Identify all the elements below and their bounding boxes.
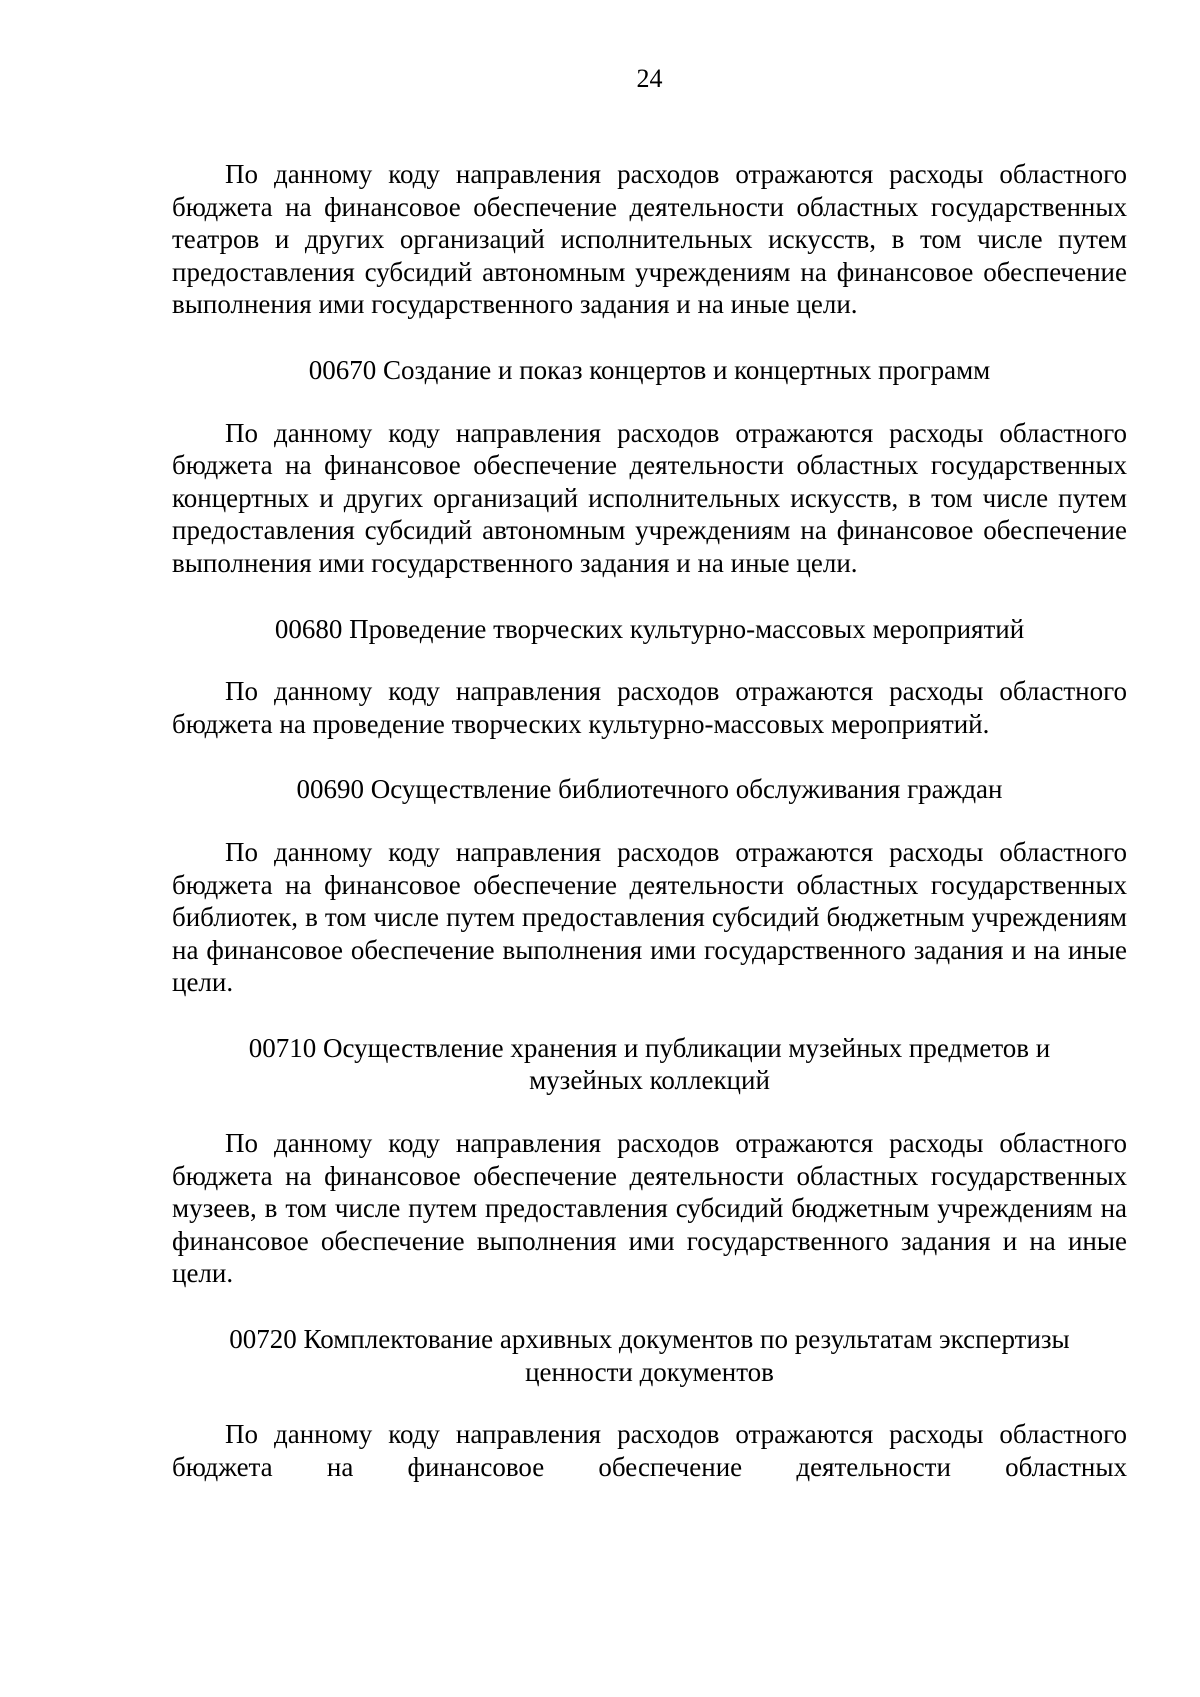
section-heading [172,354,1127,387]
section-heading [172,1032,1127,1097]
section-heading-line: 00720 Комплектование архивных документов по результатам экспертизы [229,1324,1070,1355]
section-heading-line: ценности документов [525,1356,774,1387]
page-number: 24 [636,64,663,93]
section-heading-line: 00710 Осуществление хранения и публикации музейных предметов и [248,1032,1051,1063]
section-heading-line: 00670 Создание и показ концертов и концертных программ [308,354,991,385]
section-heading [172,613,1127,646]
body-paragraph: По данному коду направления расходов отражаются расходы областного бюджета на финансовое обеспечение деятельности областных государственных музеев, в том числе путем предоставления субсидий бюджетным учреждениям на финансовое обеспечение выполнения ими государственного задания и на иные цели. [172,1128,1127,1289]
document-page [172,64,1127,1664]
body-paragraph: По данному коду направления расходов отражаются расходы областного бюджета на финансовое обеспечение деятельности областных [172,1419,1127,1482]
section-heading [172,1323,1127,1388]
section-heading [172,773,1127,806]
section-heading-line: 00680 Проведение творческих культурно-массовых мероприятий [274,613,1025,644]
body-paragraph: По данному коду направления расходов отражаются расходы областного бюджета на проведение творческих культурно-массовых мероприятий. [172,676,1127,739]
section-heading-line: музейных коллекций [529,1065,770,1096]
body-paragraph: По данному коду направления расходов отражаются расходы областного бюджета на финансовое обеспечение деятельности областных государственных театров и других организаций исполнительных искусств, в том числе путем предоставления субсидий автономным учреждениям на финансовое обеспечение выполнения ими государственного задания и на иные цели. [172,159,1127,320]
body-paragraph: По данному коду направления расходов отражаются расходы областного бюджета на финансовое обеспечение деятельности областных государственных концертных и других организаций исполнительных искусств, в том числе путем предоставления субсидий автономным учреждениям на финансовое обеспечение выполнения ими государственного задания и на иные цели. [172,417,1127,578]
body-paragraph: По данному коду направления расходов отражаются расходы областного бюджета на финансовое обеспечение деятельности областных государственных библиотек, в том числе путем предоставления субсидий бюджетным учреждениям на финансовое обеспечение выполнения ими государственного задания и на иные цели. [172,836,1127,998]
section-heading-line: 00690 Осуществление библиотечного обслуживания граждан [296,774,1003,805]
